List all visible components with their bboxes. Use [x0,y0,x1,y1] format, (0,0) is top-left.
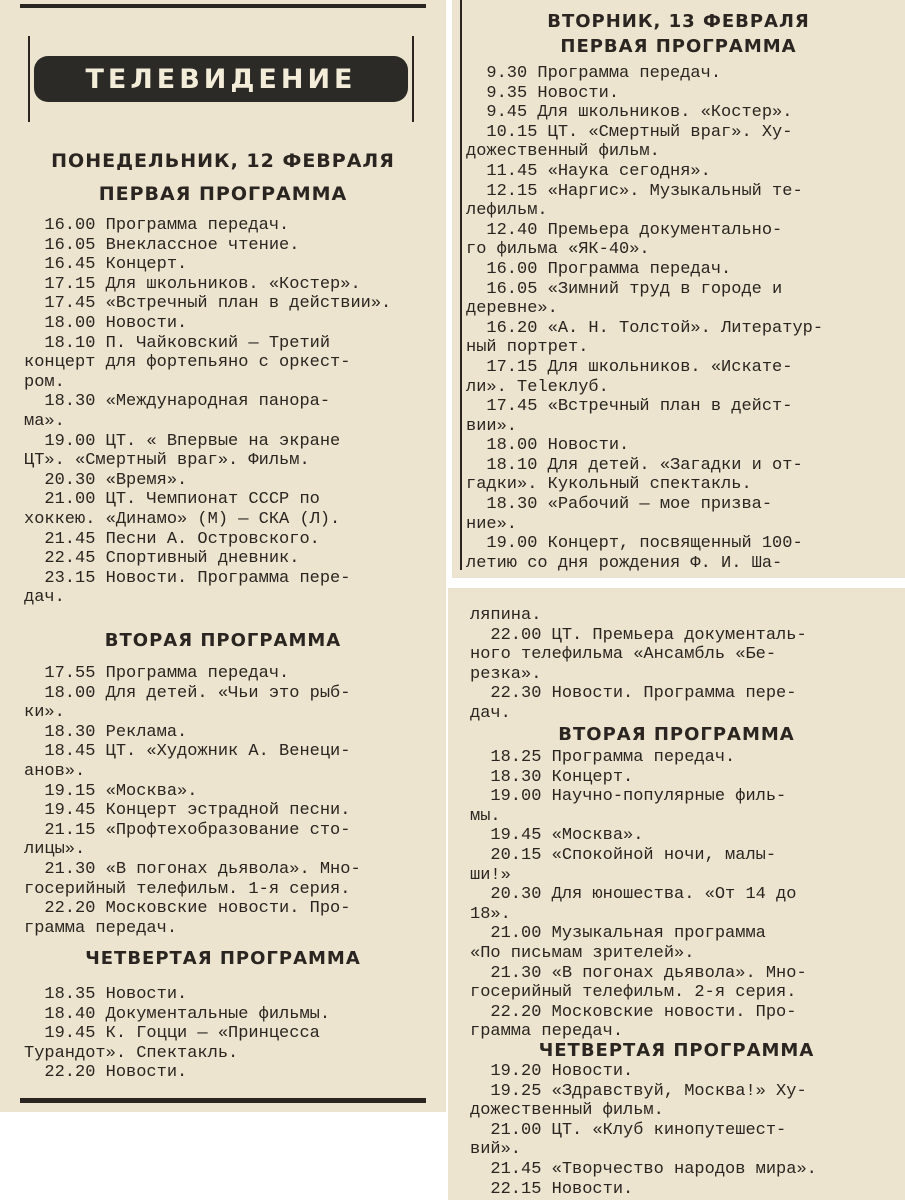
schedule-line: 11.45 «Наука сегодня». [466,161,711,181]
schedule-line: ма». [24,411,65,431]
monday-first-program-list [0,216,446,608]
schedule-line: 21.30 «В погонах дьявола». Мно- [470,963,807,983]
schedule-line: 21.30 «В погонах дьявола». Мно- [24,859,361,879]
schedule-line: 21.45 Песни А. Островского. [24,529,320,549]
schedule-line: 17.15 Для школьников. «Искате- [466,357,793,377]
television-logo [28,36,414,122]
tuesday-day-heading: ВТОРНИК, 13 ФЕВРАЛЯ [547,11,810,32]
schedule-line: 18.30 «Международная панора- [24,392,331,412]
schedule-line: ный портрет. [466,338,589,358]
monday-day-heading: ПОНЕДЕЛЬНИК, 12 ФЕВРАЛЯ [51,150,395,172]
schedule-line: ром. [24,372,65,392]
schedule-line: Турандот». Спектакль. [24,1043,239,1063]
schedule-line: мы. [470,806,501,826]
schedule-line: 21.00 ЦТ. «Клуб кинопутешест- [470,1120,787,1140]
schedule-line: 18.00 Новости. [24,313,188,333]
schedule-line: 21.00 ЦТ. Чемпионат СССР по [24,490,320,510]
schedule-line: 18.40 Документальные фильмы. [24,1004,331,1024]
monday-clipping [0,0,446,1112]
schedule-line: 16.05 «Зимний труд в городе и [466,279,783,299]
tuesday-clipping-bottom [448,588,905,1200]
schedule-line: 20.30 Для юношества. «От 14 до [470,885,797,905]
tuesday-first-program-heading: ПЕРВАЯ ПРОГРАММА [560,36,797,57]
schedule-line: грамма передач. [24,918,178,938]
schedule-line: 9.35 Новости. [466,83,620,103]
tuesday-second-program-heading: ВТОРАЯ ПРОГРАММА [558,724,795,745]
schedule-line: 10.15 ЦТ. «Смертный враг». Ху- [466,122,793,142]
schedule-line: 18.00 Новости. [466,436,630,456]
schedule-line: резка». [470,664,542,684]
schedule-line: грамма передач. [470,1022,624,1042]
schedule-line: вии». [466,416,518,436]
schedule-line: ЦТ». «Смертный враг». Фильм. [24,451,310,471]
bottom-rule [20,1098,426,1103]
schedule-line: 18.35 Новости. [24,985,188,1004]
schedule-line: дожественный фильм. [470,1101,664,1121]
schedule-line: 22.15 Новости. [470,1179,634,1199]
schedule-line: 18.10 П. Чайковский — Третий [24,333,331,353]
schedule-line: 19.25 «Здравствуй, Москва!» Ху- [470,1081,807,1101]
top-rule [20,4,426,8]
tuesday-clipping-top [452,0,905,578]
schedule-line: 21.00 Музыкальная программа [470,924,766,944]
schedule-line: 18.45 ЦТ. «Художник А. Венеци- [24,742,351,762]
schedule-line: 21.15 «Профтехобразование сто- [24,820,351,840]
schedule-line: 16.45 Концерт. [24,255,188,275]
schedule-line: 18.25 Программа передач. [470,748,736,767]
schedule-line: летию со дня рождения Ф. И. Ша- [466,553,783,573]
schedule-line: лефильм. [466,201,548,221]
schedule-line: деревне». [466,299,558,319]
schedule-line: 9.45 Для школьников. «Костер». [466,103,793,123]
monday-second-program-heading: ВТОРАЯ ПРОГРАММА [104,630,342,651]
schedule-line: ляпина. [470,606,542,625]
tuesday-first-program-list-cont [448,606,905,724]
schedule-line: ного телефильма «Ансамбль «Бе- [470,645,777,665]
schedule-line: госерийный телефильм. 1-я серия. [24,879,351,899]
schedule-line: го фильма «ЯК-40». [466,240,650,260]
tuesday-second-program-list [448,748,905,1042]
schedule-line: 19.15 «Москва». [24,781,198,801]
monday-second-program-list [0,664,446,938]
schedule-line: 18.00 Для детей. «Чьи это рыб- [24,683,351,703]
tuesday-fourth-program-list [448,1062,905,1199]
schedule-line: 18.30 «Рабочий — мое призва- [466,495,773,515]
schedule-line: дач. [24,588,65,608]
logo-plate [34,56,408,102]
schedule-line: ли». Теleклуб. [466,377,609,397]
schedule-line: 20.30 «Время». [24,470,188,490]
schedule-line: 22.00 ЦТ. Премьера документаль- [470,625,807,645]
tuesday-first-program-list-top [452,64,905,573]
schedule-line: дожественный фильм. [466,142,660,162]
schedule-line: хоккею. «Динамо» (М) — СКА (Л). [24,509,341,529]
schedule-line: 16.20 «А. Н. Толстой». Литератур- [466,318,824,338]
schedule-line: 22.30 Новости. Программа пере- [470,684,797,704]
schedule-line: 22.20 Новости. [24,1063,188,1083]
schedule-line: 19.45 «Москва». [470,826,644,846]
schedule-line: 16.00 Программа передач. [24,216,290,235]
schedule-line: 22.45 Спортивный дневник. [24,549,300,569]
schedule-line: концерт для фортепьяно с оркест- [24,353,351,373]
schedule-line: «По письмам зрителей». [470,943,695,963]
schedule-line: 18». [470,904,511,924]
monday-fourth-program-heading: ЧЕТВЕРТАЯ ПРОГРАММА [85,948,361,969]
schedule-line: 19.45 К. Гоцци — «Принцесса [24,1024,320,1044]
schedule-line: 17.45 «Встречный план в действии». [24,294,392,314]
schedule-line: лицы». [24,840,86,860]
schedule-line: 16.05 Внеклассное чтение. [24,235,300,255]
schedule-line: гадки». Кукольный спектакль. [466,475,752,495]
schedule-line: 22.20 Московские новости. Про- [470,1002,797,1022]
schedule-line: 18.30 Реклама. [24,722,188,742]
schedule-line: 19.20 Новости. [470,1062,634,1081]
tuesday-fourth-program-heading: ЧЕТВЕРТАЯ ПРОГРАММА [538,1040,815,1061]
monday-first-program-heading: ПЕРВАЯ ПРОГРАММА [98,183,348,205]
schedule-line: госерийный телефильм. 2-я серия. [470,983,797,1003]
schedule-line: 12.15 «Наргис». Музыкальный те- [466,181,803,201]
monday-fourth-program-list [0,985,446,1083]
schedule-line: 17.45 «Встречный план в дейст- [466,397,793,417]
schedule-line: 23.15 Новости. Программа пере- [24,568,351,588]
schedule-line: 12.40 Премьера документально- [466,220,783,240]
schedule-line: 17.15 Для школьников. «Костер». [24,274,361,294]
schedule-line: 9.30 Программа передач. [466,64,722,83]
schedule-line: ши!» [470,865,511,885]
schedule-line: ние». [466,514,518,534]
schedule-line: вий». [470,1140,522,1160]
schedule-line: 17.55 Программа передач. [24,664,290,683]
schedule-line: 19.00 Научно-популярные филь- [470,787,787,807]
schedule-line: дач. [470,703,511,723]
schedule-line: 19.00 Концерт, посвященный 100- [466,534,803,554]
schedule-line: ки». [24,703,65,723]
schedule-line: анов». [24,761,86,781]
masthead-title: ТЕЛЕВИДЕНИЕ [85,63,357,95]
schedule-line: 20.15 «Спокойной ночи, малы- [470,845,777,865]
schedule-line: 16.00 Программа передач. [466,259,732,279]
schedule-line: 19.45 Концерт эстрадной песни. [24,801,351,821]
schedule-line: 18.30 Концерт. [470,767,634,787]
schedule-line: 18.10 Для детей. «Загадки и от- [466,455,803,475]
schedule-line: 19.00 ЦТ. « Впервые на экране [24,431,341,451]
schedule-line: 22.20 Московские новости. Про- [24,899,351,919]
schedule-line: 21.45 «Творчество народов мира». [470,1159,817,1179]
